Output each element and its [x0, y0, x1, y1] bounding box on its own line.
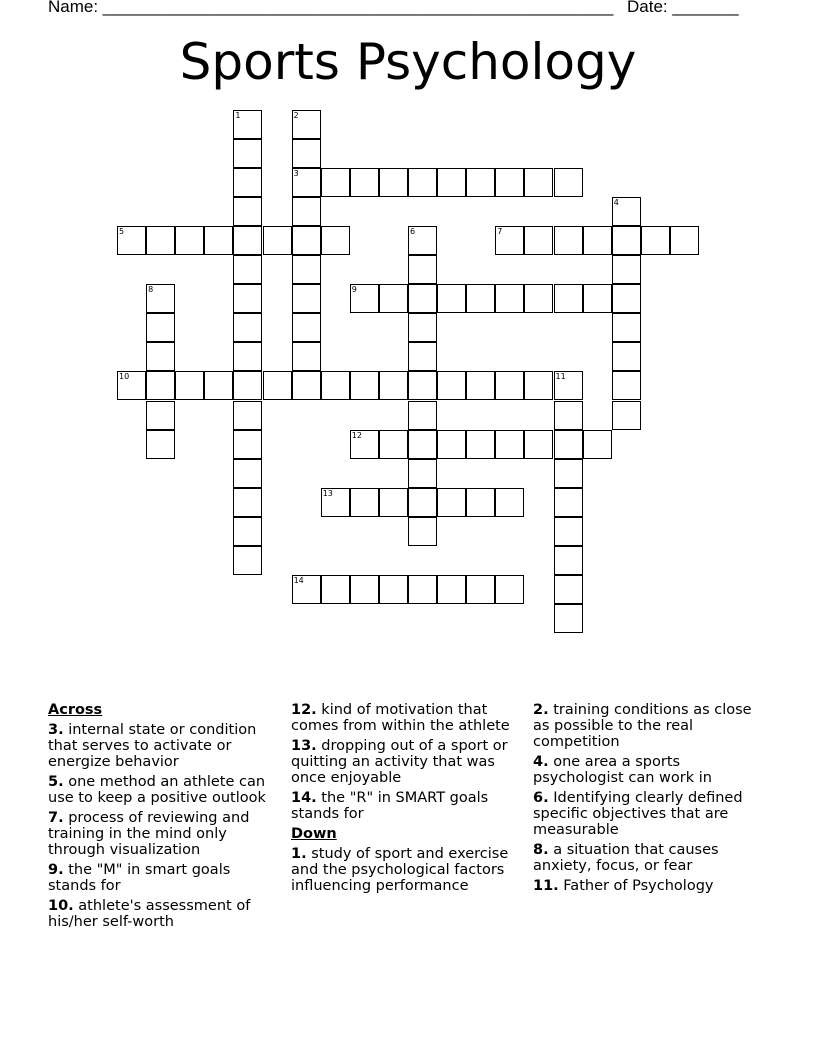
clue-item	[533, 790, 765, 838]
clue-num: 7.	[48, 810, 64, 826]
grid-cell[interactable]	[292, 197, 321, 226]
clue-num: 8.	[533, 842, 549, 858]
clue-number: 2	[293, 110, 299, 120]
grid-cell[interactable]	[146, 401, 175, 430]
clue-number: 3	[293, 168, 299, 178]
clue-num: 14.	[291, 790, 317, 806]
clue-number: 11	[555, 372, 566, 382]
grid-cell[interactable]	[641, 226, 670, 255]
grid-cell[interactable]	[524, 168, 553, 197]
clue-item	[291, 846, 523, 894]
grid-cell[interactable]	[554, 371, 583, 400]
clue-number: 5	[119, 226, 125, 236]
clue-item	[48, 774, 280, 806]
clue-number: 14	[293, 576, 304, 586]
grid-cell[interactable]	[204, 371, 233, 400]
clue-number: 8	[148, 285, 154, 295]
clue-text: athlete's assessment of his/her self-worth	[48, 898, 251, 930]
grid-cell[interactable]	[146, 430, 175, 459]
grid-cell[interactable]	[146, 313, 175, 342]
grid-cell[interactable]	[350, 284, 379, 313]
grid-cell[interactable]	[408, 342, 437, 371]
grid-cell[interactable]	[146, 226, 175, 255]
clue-num: 5.	[48, 774, 64, 790]
grid-cell[interactable]	[612, 371, 641, 400]
grid-cell[interactable]	[495, 284, 524, 313]
grid-cell[interactable]	[233, 139, 262, 168]
grid-cell[interactable]	[612, 197, 641, 226]
grid-cell[interactable]	[554, 401, 583, 430]
clue-num: 3.	[48, 722, 64, 738]
grid-cell[interactable]	[408, 401, 437, 430]
grid-cell[interactable]	[495, 575, 524, 604]
clue-item	[533, 702, 765, 750]
clue-text: one area a sports psychologist can work in	[533, 754, 712, 786]
clue-number: 6	[410, 226, 416, 236]
grid-cell[interactable]	[146, 284, 175, 313]
grid-cell[interactable]	[233, 517, 262, 546]
clue-text: process of reviewing and training in the mind only through visualization	[48, 810, 250, 858]
clue-item	[533, 754, 765, 786]
clue-text: Father of Psychology	[563, 878, 714, 894]
grid-cell[interactable]	[350, 371, 379, 400]
grid-cell[interactable]	[292, 371, 321, 400]
grid-cell[interactable]	[350, 168, 379, 197]
across-heading: Across	[48, 702, 103, 718]
grid-cell[interactable]	[495, 430, 524, 459]
grid-cell[interactable]	[379, 575, 408, 604]
clue-number: 12	[351, 430, 362, 440]
grid-cell[interactable]	[292, 110, 321, 139]
grid-cell[interactable]	[408, 575, 437, 604]
grid-cell[interactable]	[350, 488, 379, 517]
clue-column-3	[533, 702, 765, 898]
grid-cell[interactable]	[466, 284, 495, 313]
grid-cell[interactable]	[350, 575, 379, 604]
grid-cell[interactable]	[379, 168, 408, 197]
clue-item	[48, 810, 280, 858]
grid-cell[interactable]	[437, 371, 466, 400]
grid-cell[interactable]	[233, 255, 262, 284]
grid-cell[interactable]	[495, 371, 524, 400]
grid-cell[interactable]	[583, 226, 612, 255]
grid-cell[interactable]	[233, 342, 262, 371]
grid-cell[interactable]	[408, 488, 437, 517]
clue-num: 12.	[291, 702, 317, 718]
grid-cell[interactable]	[437, 430, 466, 459]
grid-cell[interactable]	[233, 110, 262, 139]
clue-text: kind of motivation that comes from within the athlete	[291, 702, 510, 734]
grid-cell[interactable]	[408, 255, 437, 284]
grid-cell[interactable]	[408, 371, 437, 400]
grid-cell[interactable]	[408, 517, 437, 546]
grid-cell[interactable]	[204, 226, 233, 255]
grid-cell[interactable]	[524, 284, 553, 313]
grid-cell[interactable]	[321, 168, 350, 197]
grid-cell[interactable]	[437, 575, 466, 604]
grid-cell[interactable]	[292, 313, 321, 342]
clue-number: 9	[351, 285, 357, 295]
grid-cell[interactable]	[175, 226, 204, 255]
clue-text: the "R" in SMART goals stands for	[291, 790, 489, 822]
down-heading: Down	[291, 826, 337, 842]
grid-cell[interactable]	[554, 459, 583, 488]
grid-cell[interactable]	[321, 371, 350, 400]
grid-cell[interactable]	[554, 430, 583, 459]
grid-cell[interactable]	[437, 284, 466, 313]
grid-cell[interactable]	[408, 226, 437, 255]
clue-num: 13.	[291, 738, 317, 754]
clue-num: 10.	[48, 898, 74, 914]
clue-column-1	[48, 702, 280, 934]
grid-cell[interactable]	[263, 371, 292, 400]
grid-cell[interactable]	[233, 430, 262, 459]
clue-item	[48, 862, 280, 894]
clue-text: study of sport and exercise and the psychological factors influencing performance	[291, 846, 509, 894]
grid-cell[interactable]	[233, 284, 262, 313]
grid-cell[interactable]	[554, 284, 583, 313]
clue-num: 4.	[533, 754, 549, 770]
clue-item	[533, 842, 765, 874]
clue-number: 10	[119, 372, 130, 382]
clue-number: 1	[235, 110, 241, 120]
clue-text: Identifying clearly defined specific objectives that are measurable	[533, 790, 743, 838]
clue-text: training conditions as close as possible to the real competition	[533, 702, 752, 750]
grid-cell[interactable]	[350, 430, 379, 459]
grid-cell[interactable]	[263, 226, 292, 255]
clue-number: 4	[613, 197, 619, 207]
clue-text: internal state or condition that serves to activate or energize behavior	[48, 722, 257, 770]
grid-cell[interactable]	[437, 488, 466, 517]
grid-cell[interactable]	[321, 488, 350, 517]
grid-cell[interactable]	[466, 430, 495, 459]
clue-text: a situation that causes anxiety, focus, or fear	[533, 842, 719, 874]
grid-cell[interactable]	[292, 168, 321, 197]
clue-num: 9.	[48, 862, 64, 878]
grid-cell[interactable]	[524, 371, 553, 400]
grid-cell[interactable]	[408, 430, 437, 459]
grid-cell[interactable]	[233, 197, 262, 226]
grid-cell[interactable]	[612, 401, 641, 430]
clue-item	[291, 790, 523, 822]
grid-cell[interactable]	[321, 226, 350, 255]
grid-cell[interactable]	[612, 284, 641, 313]
grid-cell[interactable]	[612, 255, 641, 284]
grid-cell[interactable]	[612, 226, 641, 255]
grid-cell[interactable]	[233, 313, 262, 342]
grid-cell[interactable]	[612, 342, 641, 371]
grid-cell[interactable]	[554, 517, 583, 546]
grid-cell[interactable]	[233, 371, 262, 400]
clue-number: 13	[322, 488, 333, 498]
grid-cell[interactable]	[466, 371, 495, 400]
grid-cell[interactable]	[379, 430, 408, 459]
grid-cell[interactable]	[670, 226, 699, 255]
grid-cell[interactable]	[292, 255, 321, 284]
grid-cell[interactable]	[554, 604, 583, 633]
grid-cell[interactable]	[233, 488, 262, 517]
grid-cell[interactable]	[554, 488, 583, 517]
grid-cell[interactable]	[379, 488, 408, 517]
clue-text: dropping out of a sport or quitting an activity that was once enjoyable	[291, 738, 508, 786]
grid-cell[interactable]	[466, 575, 495, 604]
grid-cell[interactable]	[408, 284, 437, 313]
grid-cell[interactable]	[524, 430, 553, 459]
clue-item	[48, 898, 280, 930]
date-field[interactable]: Date: _______	[627, 0, 739, 16]
grid-cell[interactable]	[233, 168, 262, 197]
grid-cell[interactable]	[292, 575, 321, 604]
grid-cell[interactable]	[524, 226, 553, 255]
grid-cell[interactable]	[292, 139, 321, 168]
clue-num: 2.	[533, 702, 549, 718]
grid-cell[interactable]	[408, 313, 437, 342]
clue-item	[291, 702, 523, 734]
clue-num: 1.	[291, 846, 307, 862]
grid-cell[interactable]	[292, 226, 321, 255]
grid-cell[interactable]	[408, 459, 437, 488]
name-field[interactable]: Name: ______________________________________________________	[48, 0, 614, 16]
clue-item	[533, 878, 765, 894]
grid-cell[interactable]	[466, 168, 495, 197]
grid-cell[interactable]	[554, 546, 583, 575]
grid-cell[interactable]	[233, 401, 262, 430]
grid-cell[interactable]	[583, 430, 612, 459]
clue-number: 7	[497, 226, 503, 236]
grid-cell[interactable]	[292, 284, 321, 313]
grid-cell[interactable]	[233, 546, 262, 575]
grid-cell[interactable]	[612, 313, 641, 342]
grid-cell[interactable]	[321, 575, 350, 604]
clue-column-2	[291, 702, 523, 898]
grid-cell[interactable]	[554, 575, 583, 604]
grid-cell[interactable]	[117, 226, 146, 255]
clue-item	[291, 738, 523, 786]
grid-cell[interactable]	[408, 168, 437, 197]
grid-cell[interactable]	[379, 371, 408, 400]
grid-cell[interactable]	[554, 168, 583, 197]
grid-cell[interactable]	[379, 284, 408, 313]
clue-item	[48, 722, 280, 770]
clue-text: the "M" in smart goals stands for	[48, 862, 231, 894]
grid-cell[interactable]	[233, 459, 262, 488]
clue-num: 11.	[533, 878, 559, 894]
grid-cell[interactable]	[437, 168, 466, 197]
clue-text: one method an athlete can use to keep a positive outlook	[48, 774, 266, 806]
grid-cell[interactable]	[146, 371, 175, 400]
grid-cell[interactable]	[146, 342, 175, 371]
grid-cell[interactable]	[175, 371, 204, 400]
grid-cell[interactable]	[233, 226, 262, 255]
grid-cell[interactable]	[117, 371, 146, 400]
grid-cell[interactable]	[495, 488, 524, 517]
grid-cell[interactable]	[466, 488, 495, 517]
grid-cell[interactable]	[554, 226, 583, 255]
page-title: Sports Psychology	[179, 33, 637, 91]
grid-cell[interactable]	[292, 342, 321, 371]
grid-cell[interactable]	[495, 168, 524, 197]
grid-cell[interactable]	[583, 284, 612, 313]
clue-num: 6.	[533, 790, 549, 806]
grid-cell[interactable]	[495, 226, 524, 255]
